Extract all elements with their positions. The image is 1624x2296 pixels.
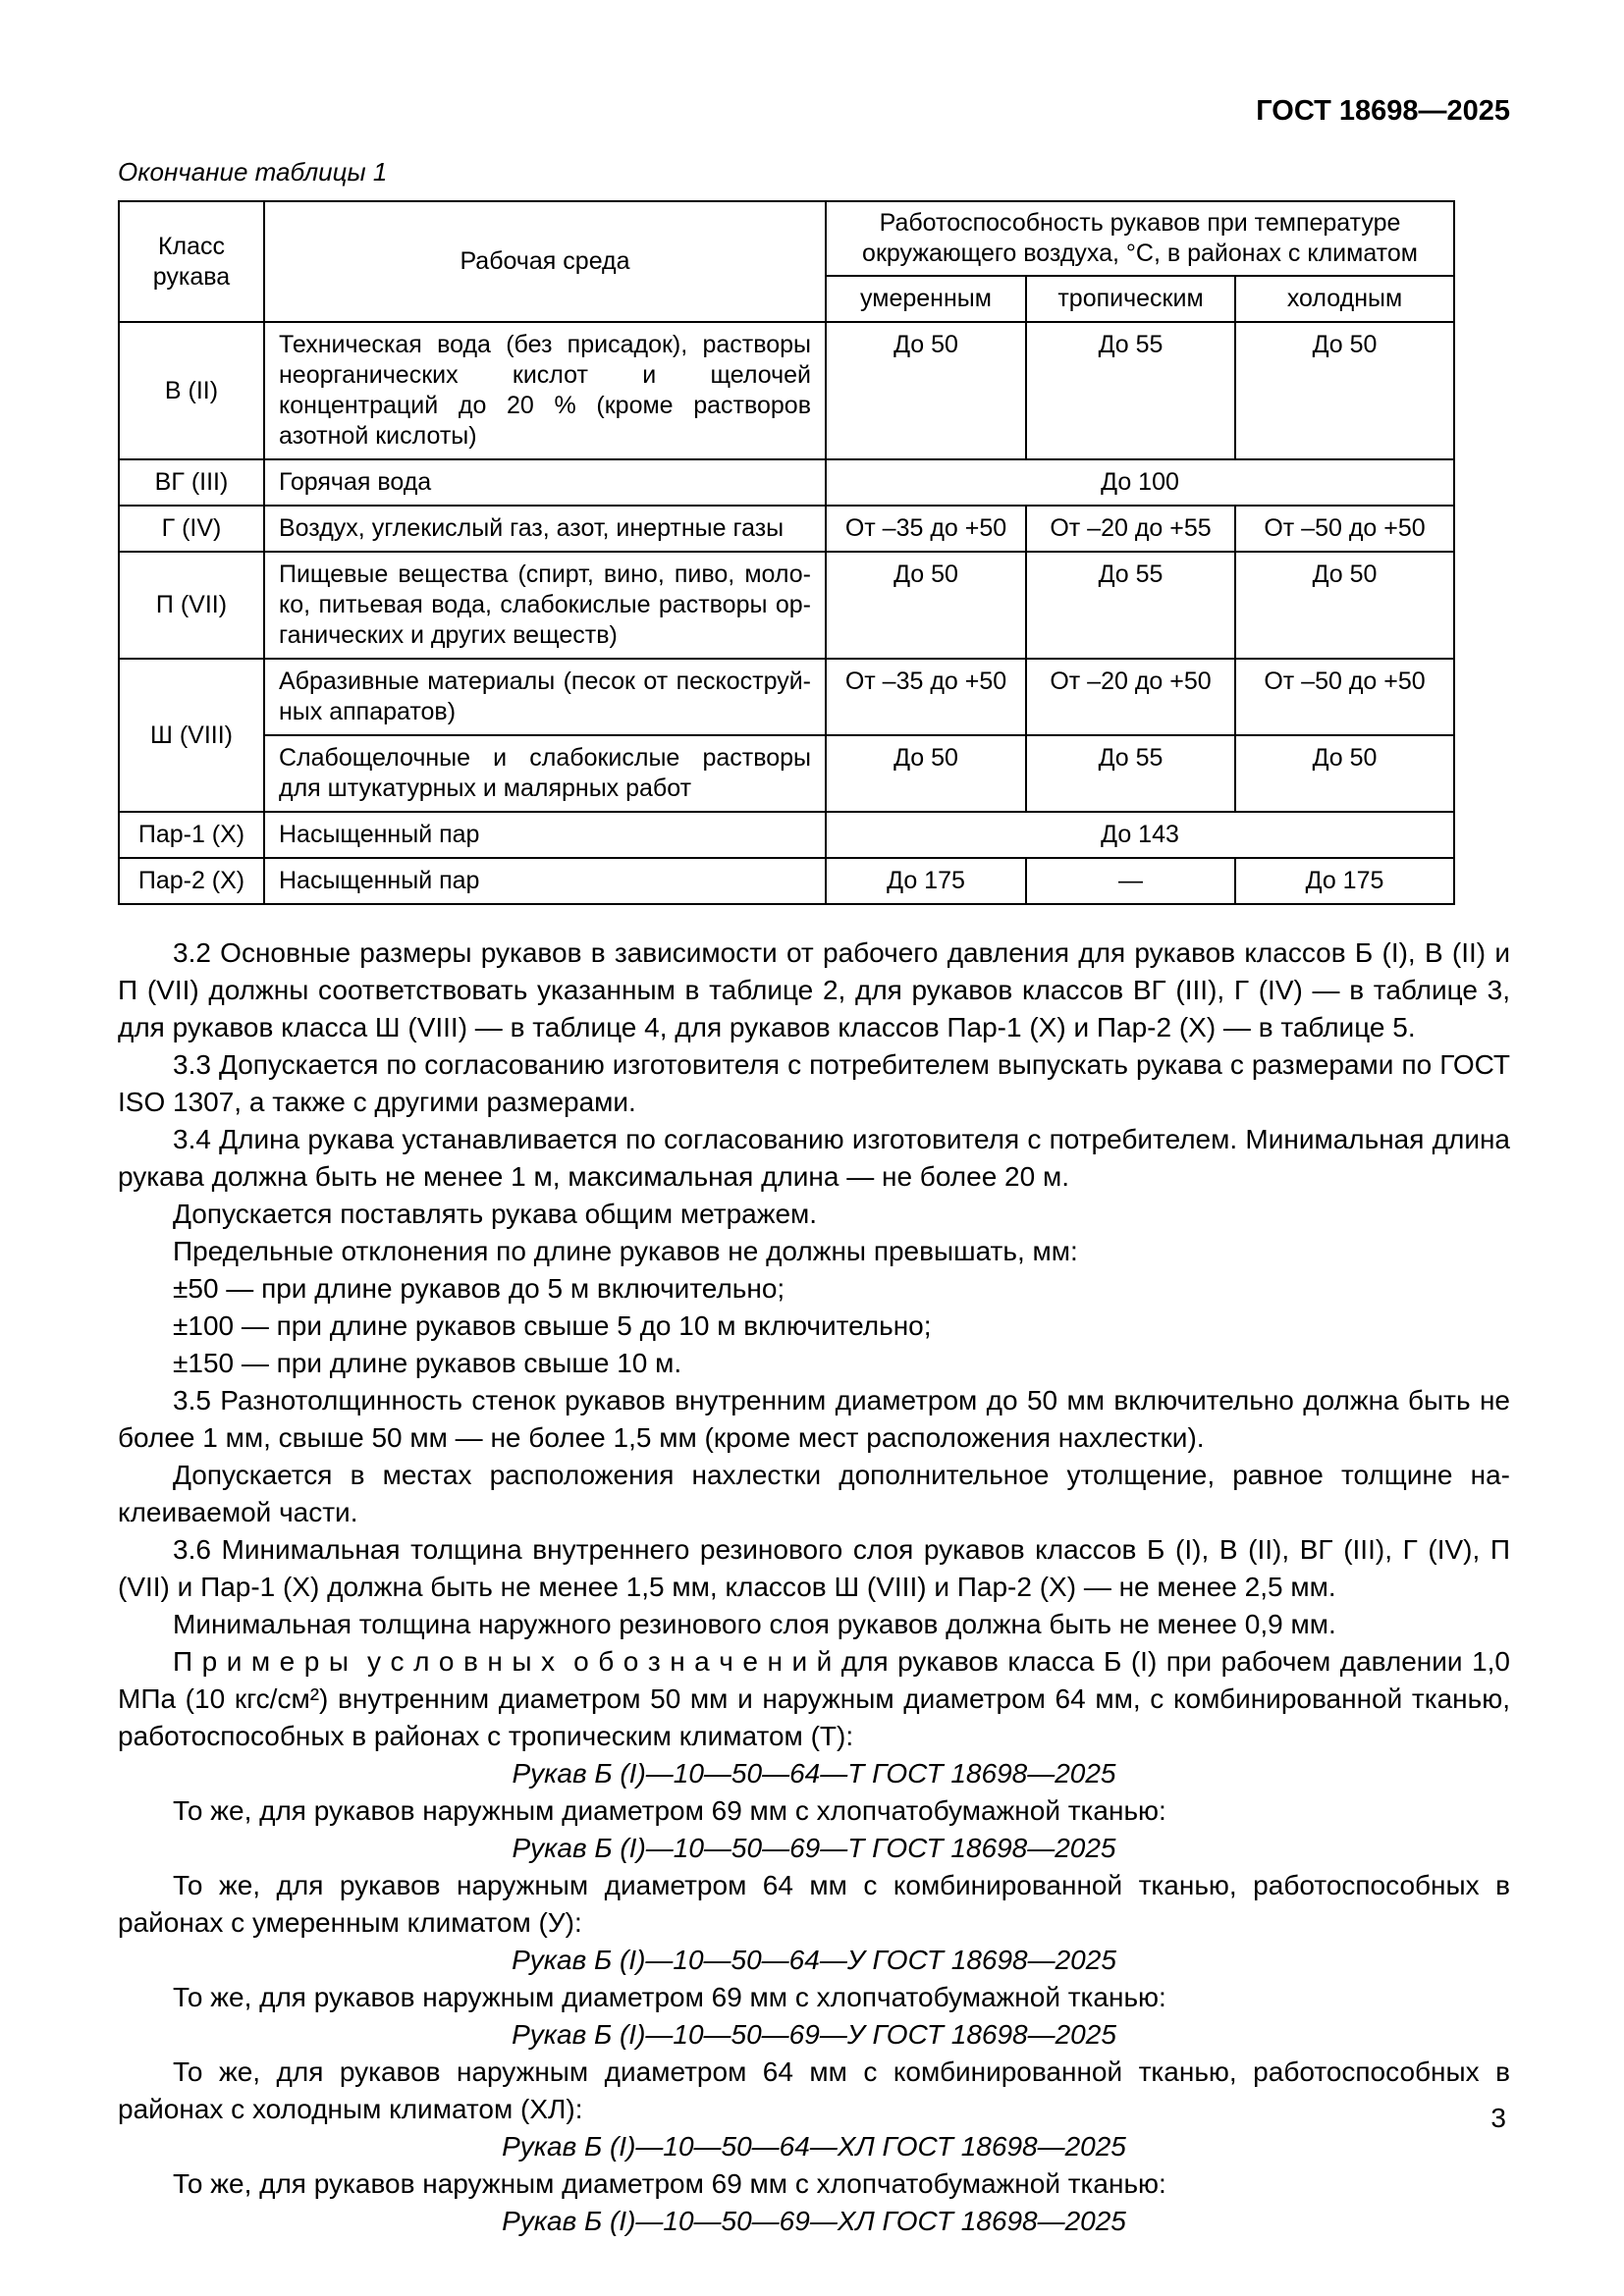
hose-class-cell: Г (IV) [119, 506, 264, 552]
working-medium-cell: Абразивные материалы (песок от пескоструйных аппаратов) [264, 659, 826, 735]
example-designation-64-hl: Рукав Б (I)—10—50—64—ХЛ ГОСТ 18698—2025 [502, 2131, 1126, 2162]
hose-classes-table [118, 200, 1455, 905]
example-designation-69-t: Рукав Б (I)—10—50—69—Т ГОСТ 18698—2025 [512, 1833, 1116, 1863]
working-medium-cell: Техническая вода (без присадок), растворы неорганических кислот и щелочей концентраций до 20 % (кроме растворов азотной кислоты) [264, 322, 826, 459]
col-header-hose-class: Класс рукава [119, 201, 264, 322]
temp-all-climates-cell: До 100 [826, 459, 1454, 506]
working-medium-cell: Пищевые вещества (спирт, вино, пиво, молоко, питьевая вода, слабокислые растворы органических и других веществ) [264, 552, 826, 659]
temp-moderate-cell: До 50 [826, 552, 1026, 659]
paragraph-same-64-u: То же, для рукавов наружным диаметром 64 мм с комбинированной тканью, работоспособных в районах с умеренным климатом (У): [118, 1870, 1510, 1938]
col-header-climate-cold: холодным [1235, 276, 1454, 322]
temp-tropical-cell: От –20 до +55 [1026, 506, 1235, 552]
table-row-sh8-abrasive [119, 659, 1454, 735]
col-header-temperature-group: Работоспособность рукавов при температуре окружающего воздуха, °С, в районах с климатом [826, 201, 1454, 276]
tolerance-line-150: ±150 — при длине рукавов свыше 10 м. [173, 1348, 682, 1378]
table-header-row [119, 201, 1454, 276]
temp-tropical-cell: — [1026, 858, 1235, 904]
working-medium-cell: Воздух, углекислый газ, азот, инертные газы [264, 506, 826, 552]
table-row-sh8-alkaline [119, 735, 1454, 812]
doc-number: ГОСТ 18698—2025 [1256, 95, 1510, 127]
temp-moderate-cell: До 50 [826, 735, 1026, 812]
temp-moderate-cell: От –35 до +50 [826, 659, 1026, 735]
temp-cold-cell: От –50 до +50 [1235, 506, 1454, 552]
hose-class-cell: Ш (VIII) [119, 659, 264, 812]
hose-class-cell: Пар-1 (Х) [119, 812, 264, 858]
temp-tropical-cell: До 55 [1026, 552, 1235, 659]
page-number: 3 [1490, 2103, 1506, 2133]
tolerance-line-50: ±50 — при длине рукавов до 5 м включительно; [173, 1273, 785, 1304]
temp-all-climates-cell: До 143 [826, 812, 1454, 858]
paragraph-3-6: 3.6 Минимальная толщина внутреннего резинового слоя рукавов классов Б (I), В (II), ВГ (III), Г (IV), П (VII) и Пар-1 (Х) должна быть не менее 1,5 мм, классов Ш (VIII) и Пар-2 (Х) — не менее 2,5 мм. [118, 1534, 1510, 1602]
example-designation-69-hl: Рукав Б (I)—10—50—69—ХЛ ГОСТ 18698—2025 [502, 2206, 1126, 2236]
paragraph-same-69-t: То же, для рукавов наружным диаметром 69 мм с хлопчатобумажной тканью: [173, 1795, 1166, 1826]
paragraph-3-4: 3.4 Длина рукава устанавливается по согласованию изготовителя с потребителем. Минимальная длина рукава должна быть не менее 1 м, максимальная длина — не более 20 м. [118, 1124, 1510, 1192]
table-row-par1 [119, 812, 1454, 858]
paragraph-bulk-length: Допускается поставлять рукава общим метражем. [173, 1199, 818, 1229]
col-header-working-medium: Рабочая среда [264, 201, 826, 322]
paragraph-outer-layer: Минимальная толщина наружного резинового слоя рукавов должна быть не менее 0,9 мм. [173, 1609, 1336, 1639]
temp-cold-cell: До 50 [1235, 322, 1454, 459]
example-designation-69-u: Рукав Б (I)—10—50—69—У ГОСТ 18698—2025 [512, 2019, 1116, 2050]
temp-cold-cell: До 50 [1235, 735, 1454, 812]
example-designation-64-u: Рукав Б (I)—10—50—64—У ГОСТ 18698—2025 [512, 1945, 1116, 1975]
table-row-vg3 [119, 459, 1454, 506]
table-row-g4 [119, 506, 1454, 552]
temp-cold-cell: До 175 [1235, 858, 1454, 904]
table-caption: Окончание таблицы 1 [118, 157, 388, 187]
paragraph-same-69-hl: То же, для рукавов наружным диаметром 69 мм с хлопчатобумажной тканью: [173, 2168, 1166, 2199]
working-medium-cell: Насыщенный пар [264, 812, 826, 858]
paragraph-designation-examples: П р и м е р ы у с л о в н ы х о б о з н а ч е н и й для рукавов класса Б (I) при рабочем давлении 1,0 МПа (10 кгс/см²) внутренним диаметром 50 мм и наружным диаметром 64 мм, с комбинированной тканью, работоспособных в районах с тропическим климатом (Т): [118, 1646, 1510, 1751]
hose-class-cell: Пар-2 (Х) [119, 858, 264, 904]
tolerance-line-100: ±100 — при длине рукавов свыше 5 до 10 м включительно; [173, 1310, 932, 1341]
temp-moderate-cell: До 50 [826, 322, 1026, 459]
table-row-p7 [119, 552, 1454, 659]
hose-class-cell: ВГ (III) [119, 459, 264, 506]
working-medium-cell: Горячая вода [264, 459, 826, 506]
col-header-climate-tropical: тропическим [1026, 276, 1235, 322]
paragraph-same-64-hl: То же, для рукавов наружным диаметром 64 мм с комбинированной тканью, работоспособных в районах с холодным климатом (ХЛ): [118, 2056, 1510, 2124]
working-medium-cell: Слабощелочные и слабокислые растворы для штукатурных и малярных работ [264, 735, 826, 812]
paragraph-overlap: Допускается в местах расположения нахлестки дополнительное утолщение, равное толщине наклеиваемой части. [118, 1460, 1510, 1527]
temp-tropical-cell: До 55 [1026, 322, 1235, 459]
paragraph-length-tolerances: Предельные отклонения по длине рукавов не должны превышать, мм: [173, 1236, 1078, 1266]
table-row-v2 [119, 322, 1454, 459]
temp-tropical-cell: До 55 [1026, 735, 1235, 812]
hose-class-cell: П (VII) [119, 552, 264, 659]
temp-cold-cell: От –50 до +50 [1235, 659, 1454, 735]
col-header-climate-moderate: умеренным [826, 276, 1026, 322]
paragraph-3-5: 3.5 Разнотолщинность стенок рукавов внутренним диаметром до 50 мм включительно должна быть не более 1 мм, свыше 50 мм — не более 1,5 мм (кроме мест расположения нахлестки). [118, 1385, 1510, 1453]
temp-moderate-cell: От –35 до +50 [826, 506, 1026, 552]
paragraph-3-2: 3.2 Основные размеры рукавов в зависимости от рабочего давления для рукавов классов Б (I), В (II) и П (VII) должны соответствовать указанным в таблице 2, для рукавов классов ВГ (III), Г (IV) — в таблице 3, для рукавов класса Ш (VIII) — в таблице 4, для рукавов классов Пар-1 (Х) и Пар-2 (Х) — в таблице 5. [118, 937, 1510, 1042]
table-row-par2 [119, 858, 1454, 904]
temp-cold-cell: До 50 [1235, 552, 1454, 659]
working-medium-cell: Насыщенный пар [264, 858, 826, 904]
example-designation-64-t: Рукав Б (I)—10—50—64—Т ГОСТ 18698—2025 [512, 1758, 1116, 1789]
paragraph-same-69-u: То же, для рукавов наружным диаметром 69 мм с хлопчатобумажной тканью: [173, 1982, 1166, 2012]
hose-class-cell: В (II) [119, 322, 264, 459]
body-text [118, 934, 1510, 2240]
paragraph-3-3: 3.3 Допускается по согласованию изготовителя с потребителем выпускать рукава с размерами по ГОСТ ISO 1307, а также с другими размерами. [118, 1049, 1510, 1117]
temp-moderate-cell: До 175 [826, 858, 1026, 904]
temp-tropical-cell: От –20 до +50 [1026, 659, 1235, 735]
